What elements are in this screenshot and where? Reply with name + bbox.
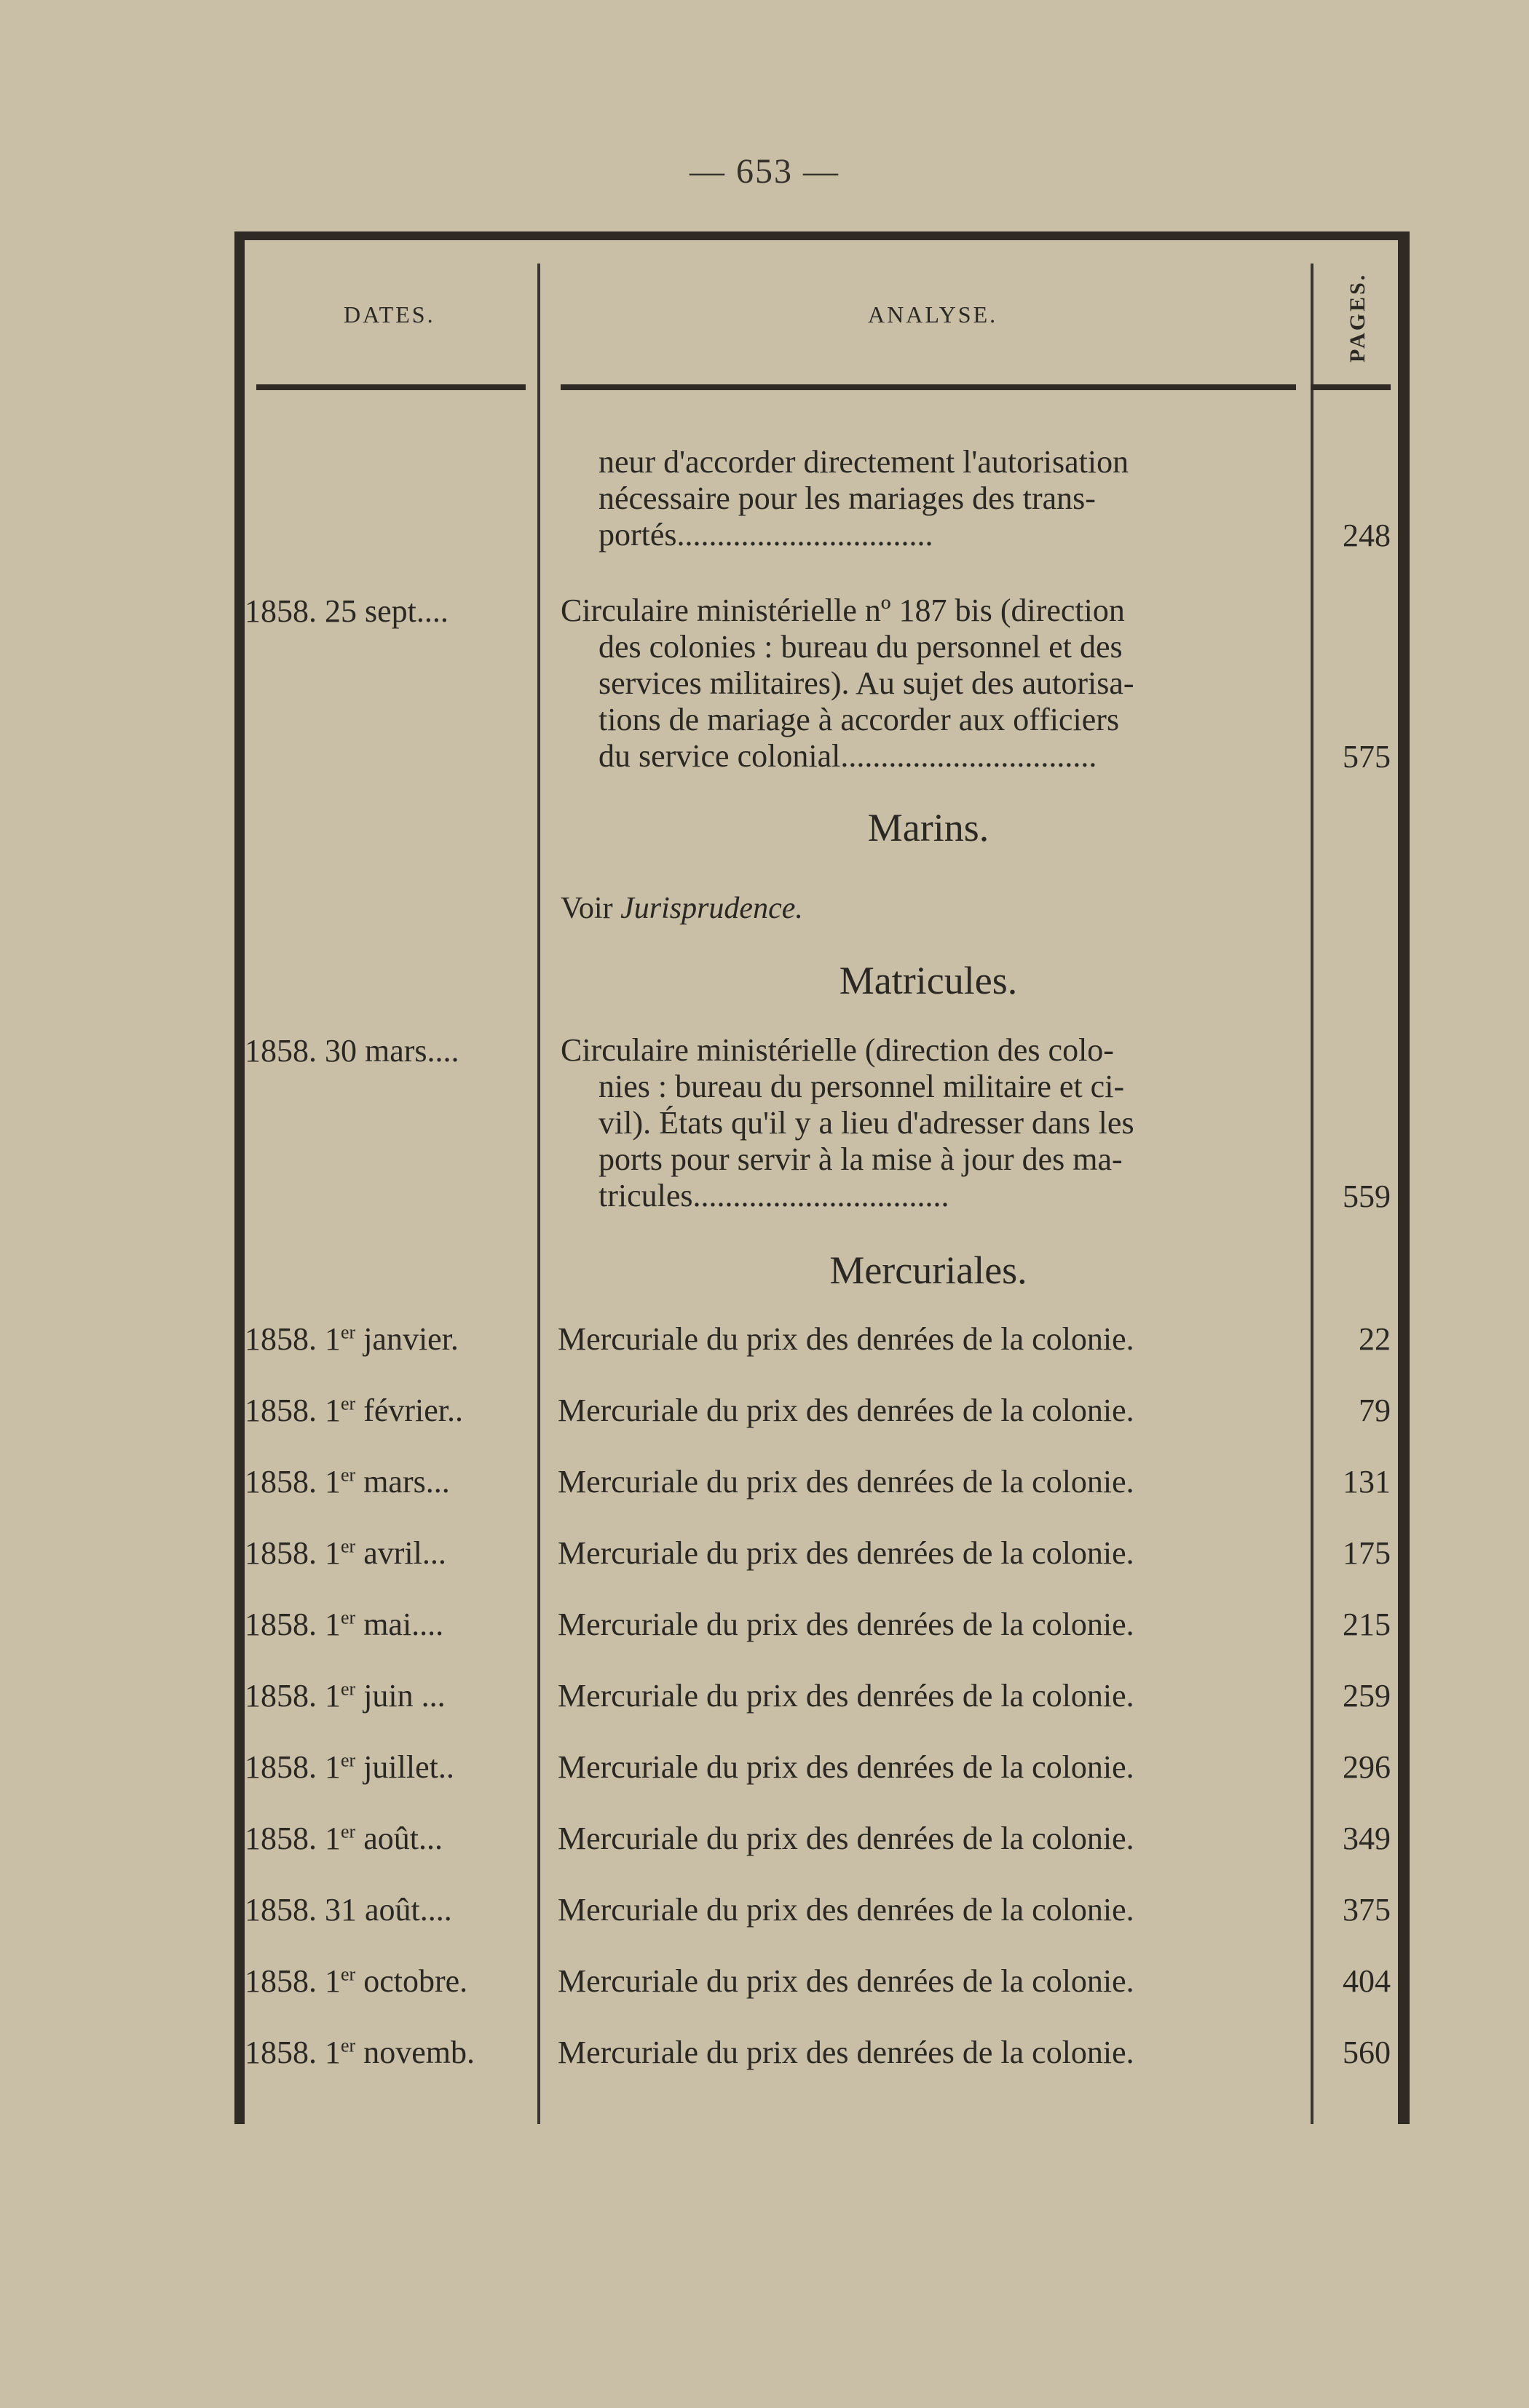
- entry-text: Circulaire ministérielle (direction des colo- nies : bureau du personnel militaire et ci- vil). États qu'il y a lieu d'adresser dans les ports pour servir à la mise à jour des ma- tricules................................: [561, 1032, 1134, 1213]
- row-text: Mercuriale du prix des denrées de la colonie.: [558, 1321, 1134, 1357]
- row-date: 1858. 1er juillet..: [245, 1749, 454, 1785]
- header-rule: [1311, 384, 1391, 390]
- row-date: 1858. 1er avril...: [245, 1535, 446, 1571]
- header-rule: [561, 384, 1296, 390]
- row-page: 131: [1343, 1464, 1391, 1500]
- row-date: 1858. 1er janvier.: [245, 1321, 459, 1357]
- row-date: 1858. 1er octobre.: [245, 1963, 468, 1999]
- row-page: 79: [1359, 1393, 1391, 1428]
- header-analyse: ANALYSE.: [868, 301, 998, 328]
- table-row: [234, 1320, 1399, 1364]
- table-row: [234, 1392, 1399, 1435]
- row-text: Mercuriale du prix des denrées de la colonie.: [558, 1749, 1134, 1785]
- row-page: 296: [1343, 1749, 1391, 1785]
- row-date: 1858. 1er février..: [245, 1393, 464, 1428]
- row-page: 22: [1359, 1321, 1391, 1357]
- row-text: Mercuriale du prix des denrées de la colonie.: [558, 1678, 1134, 1714]
- row-text: Mercuriale du prix des denrées de la colonie.: [558, 1393, 1134, 1428]
- row-page: 404: [1343, 1963, 1391, 1999]
- row-text: Mercuriale du prix des denrées de la colonie.: [558, 1892, 1134, 1928]
- table-row: [234, 1677, 1399, 1721]
- section-title-marins: Marins.: [867, 806, 989, 849]
- row-date: 1858. 1er août...: [245, 1821, 443, 1856]
- table-top-rule: [234, 231, 1408, 240]
- row-page: 349: [1343, 1821, 1391, 1856]
- table-row: [234, 2034, 1399, 2078]
- section-title-matricules: Matricules.: [839, 959, 1018, 1002]
- entry-page: 248: [1343, 518, 1391, 553]
- table-row: [234, 1891, 1399, 1935]
- row-date: 1858. 1er mai....: [245, 1607, 444, 1642]
- entry-page: 559: [1343, 1179, 1391, 1214]
- header-pages: PAGES.: [1346, 272, 1370, 363]
- row-text: Mercuriale du prix des denrées de la colonie.: [558, 1464, 1134, 1500]
- header-dates: DATES.: [344, 301, 435, 328]
- table-row: [234, 1963, 1399, 2006]
- page-number: — 653 —: [690, 152, 839, 191]
- table-row: [234, 1748, 1399, 1792]
- entry-page: 575: [1343, 739, 1391, 775]
- row-date: 1858. 1er mars...: [245, 1464, 450, 1500]
- row-text: Mercuriale du prix des denrées de la colonie.: [558, 1963, 1134, 1999]
- row-date: 1858. 31 août....: [245, 1892, 452, 1928]
- entry-text: Circulaire ministérielle nº 187 bis (direction des colonies : bureau du personnel et des services militaires). Au sujet des autorisa- tions de mariage à accorder aux officiers du service colonial................................: [561, 593, 1134, 774]
- row-date: 1858. 1er juin ...: [245, 1678, 446, 1714]
- table-row: [234, 1820, 1399, 1864]
- row-text: Mercuriale du prix des denrées de la colonie.: [558, 1535, 1134, 1571]
- row-page: 215: [1343, 1607, 1391, 1642]
- table-row: [234, 1463, 1399, 1507]
- table-row: [234, 1606, 1399, 1649]
- see-reference: Voir Jurisprudence.: [561, 892, 803, 925]
- row-page: 175: [1343, 1535, 1391, 1571]
- row-text: Mercuriale du prix des denrées de la colonie.: [558, 1821, 1134, 1856]
- entry-text: neur d'accorder directement l'autorisation nécessaire pour les mariages des trans- portés................................: [598, 444, 1129, 553]
- row-text: Mercuriale du prix des denrées de la colonie.: [558, 2035, 1134, 2070]
- entry-date: 1858. 25 sept....: [245, 593, 449, 629]
- row-text: Mercuriale du prix des denrées de la colonie.: [558, 1607, 1134, 1642]
- row-date: 1858. 1er novemb.: [245, 2035, 475, 2070]
- section-title-mercuriales: Mercuriales.: [829, 1248, 1027, 1292]
- table-row: [234, 1534, 1399, 1578]
- row-page: 259: [1343, 1678, 1391, 1714]
- entry-date: 1858. 30 mars....: [245, 1033, 459, 1069]
- header-rule: [256, 384, 526, 390]
- row-page: 560: [1343, 2035, 1391, 2070]
- index-table: [234, 231, 1407, 2124]
- table-right-rule: [1398, 231, 1410, 2124]
- row-page: 375: [1343, 1892, 1391, 1928]
